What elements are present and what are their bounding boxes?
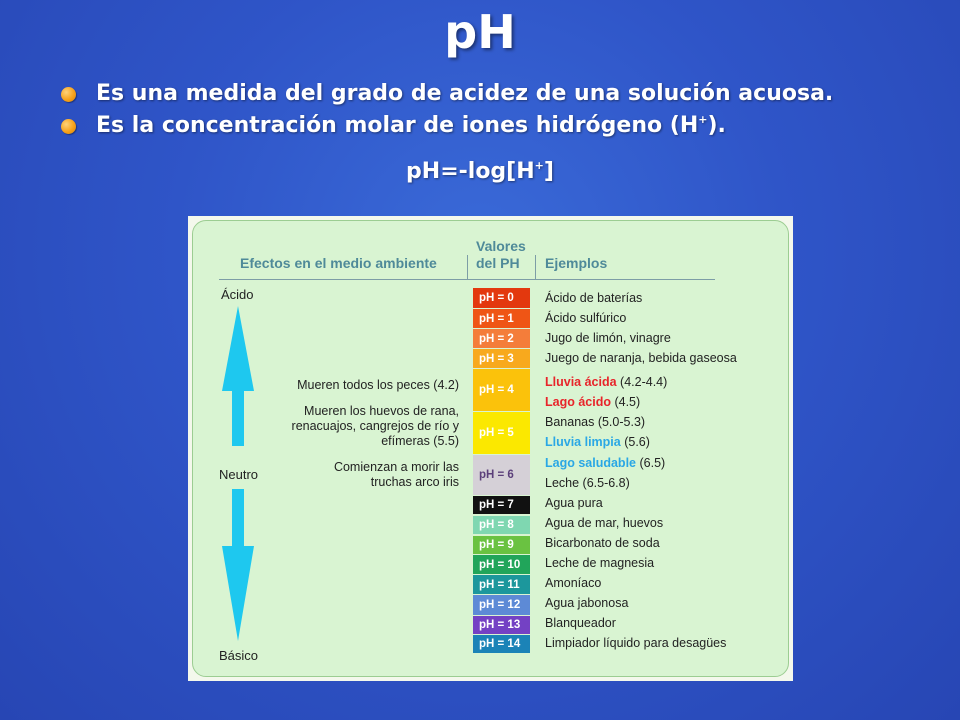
bullet-text: Es una medida del grado de acidez de una solución acuosa. (96, 81, 834, 106)
label-neutral: Neutro (219, 467, 259, 482)
ph-value-box: pH = 5 (473, 412, 530, 454)
effect-text: Mueren todos los peces (4.2) (297, 378, 459, 392)
ph-value-box: pH = 11 (473, 575, 530, 594)
example-item: Juego de naranja, bebida gaseosa (545, 351, 737, 365)
superscript-plus: + (698, 113, 708, 126)
ph-value-box: pH = 12 (473, 595, 530, 615)
ph-value-box: pH = 4 (473, 369, 530, 411)
effect-text: Mueren los huevos de rana, renacuajos, cangrejos de río y efímeras (5.5) (291, 404, 459, 448)
example-item: Leche de magnesia (545, 556, 655, 570)
example-item: Leche (6.5-6.8) (545, 476, 630, 490)
bullet-dot-icon (61, 87, 76, 102)
header-values-line1: Valores (476, 238, 526, 254)
bullet-list (58, 78, 938, 142)
example-highlight: Lluvia ácida (545, 375, 617, 389)
header-values-line2: del PH (476, 255, 520, 271)
label-acid: Ácido (221, 287, 254, 302)
example-highlight: Lluvia limpia (545, 435, 621, 449)
example-item: Ácido de baterías (545, 291, 643, 305)
ph-formula: pH=-log[H+] (406, 159, 554, 184)
slide-title: pH (444, 5, 516, 59)
ph-value-box: pH = 1 (473, 309, 530, 328)
example-value: (5.6) (624, 435, 650, 449)
bullet-text: Es la concentración molar de iones hidrógeno (H (96, 113, 699, 138)
example-highlight: Lago ácido (545, 395, 611, 409)
ph-value-box: pH = 10 (473, 555, 530, 574)
ph-value-box: pH = 9 (473, 536, 530, 554)
example-item (545, 395, 640, 409)
example-item: Agua pura (545, 496, 603, 510)
bullet-item (58, 110, 938, 142)
bullet-dot-icon (61, 119, 76, 134)
example-item: Ácido sulfúrico (545, 311, 627, 325)
double-arrow-icon (193, 221, 293, 681)
example-value: (6.5) (639, 456, 666, 470)
example-highlight: Lago saludable (545, 456, 636, 470)
header-divider (467, 255, 468, 279)
ph-value-box: pH = 2 (473, 329, 530, 348)
ph-value-box: pH = 14 (473, 635, 530, 653)
ph-value-box: pH = 3 (473, 349, 530, 368)
example-item: Agua de mar, huevos (545, 516, 664, 530)
example-item: Agua jabonosa (545, 596, 629, 610)
ph-value-box: pH = 7 (473, 496, 530, 514)
header-divider (535, 255, 536, 279)
label-basic: Básico (219, 648, 259, 663)
example-item (545, 456, 665, 470)
example-value: (4.2-4.4) (620, 375, 668, 389)
header-underline (219, 279, 715, 280)
ph-value-box: pH = 8 (473, 516, 530, 534)
bullet-text-end: ). (707, 113, 726, 138)
ph-scale-panel (192, 220, 789, 677)
example-item (545, 435, 650, 449)
example-item: Bananas (5.0-5.3) (545, 415, 646, 429)
ph-scale-figure (188, 216, 793, 681)
example-value: (4.5) (614, 395, 641, 409)
effect-text: Comienzan a morir las truchas arco iris (333, 460, 459, 489)
arrow-up-icon (222, 306, 254, 446)
header-effects: Efectos en el medio ambiente (240, 255, 437, 271)
arrow-down-icon (222, 489, 254, 641)
ph-value-box: pH = 6 (473, 455, 530, 495)
ph-value-box: pH = 0 (473, 288, 530, 308)
ph-value-box: pH = 13 (473, 616, 530, 634)
example-item: Jugo de limón, vinagre (545, 331, 671, 345)
superscript-plus: + (534, 159, 544, 172)
bullet-item (58, 78, 938, 110)
example-item: Blanqueador (545, 616, 616, 630)
example-item (545, 375, 667, 389)
example-item: Bicarbonato de soda (545, 536, 660, 550)
example-item: Limpiador líquido para desagües (545, 636, 727, 650)
header-examples: Ejemplos (545, 255, 608, 271)
example-item: Amoníaco (545, 576, 602, 590)
